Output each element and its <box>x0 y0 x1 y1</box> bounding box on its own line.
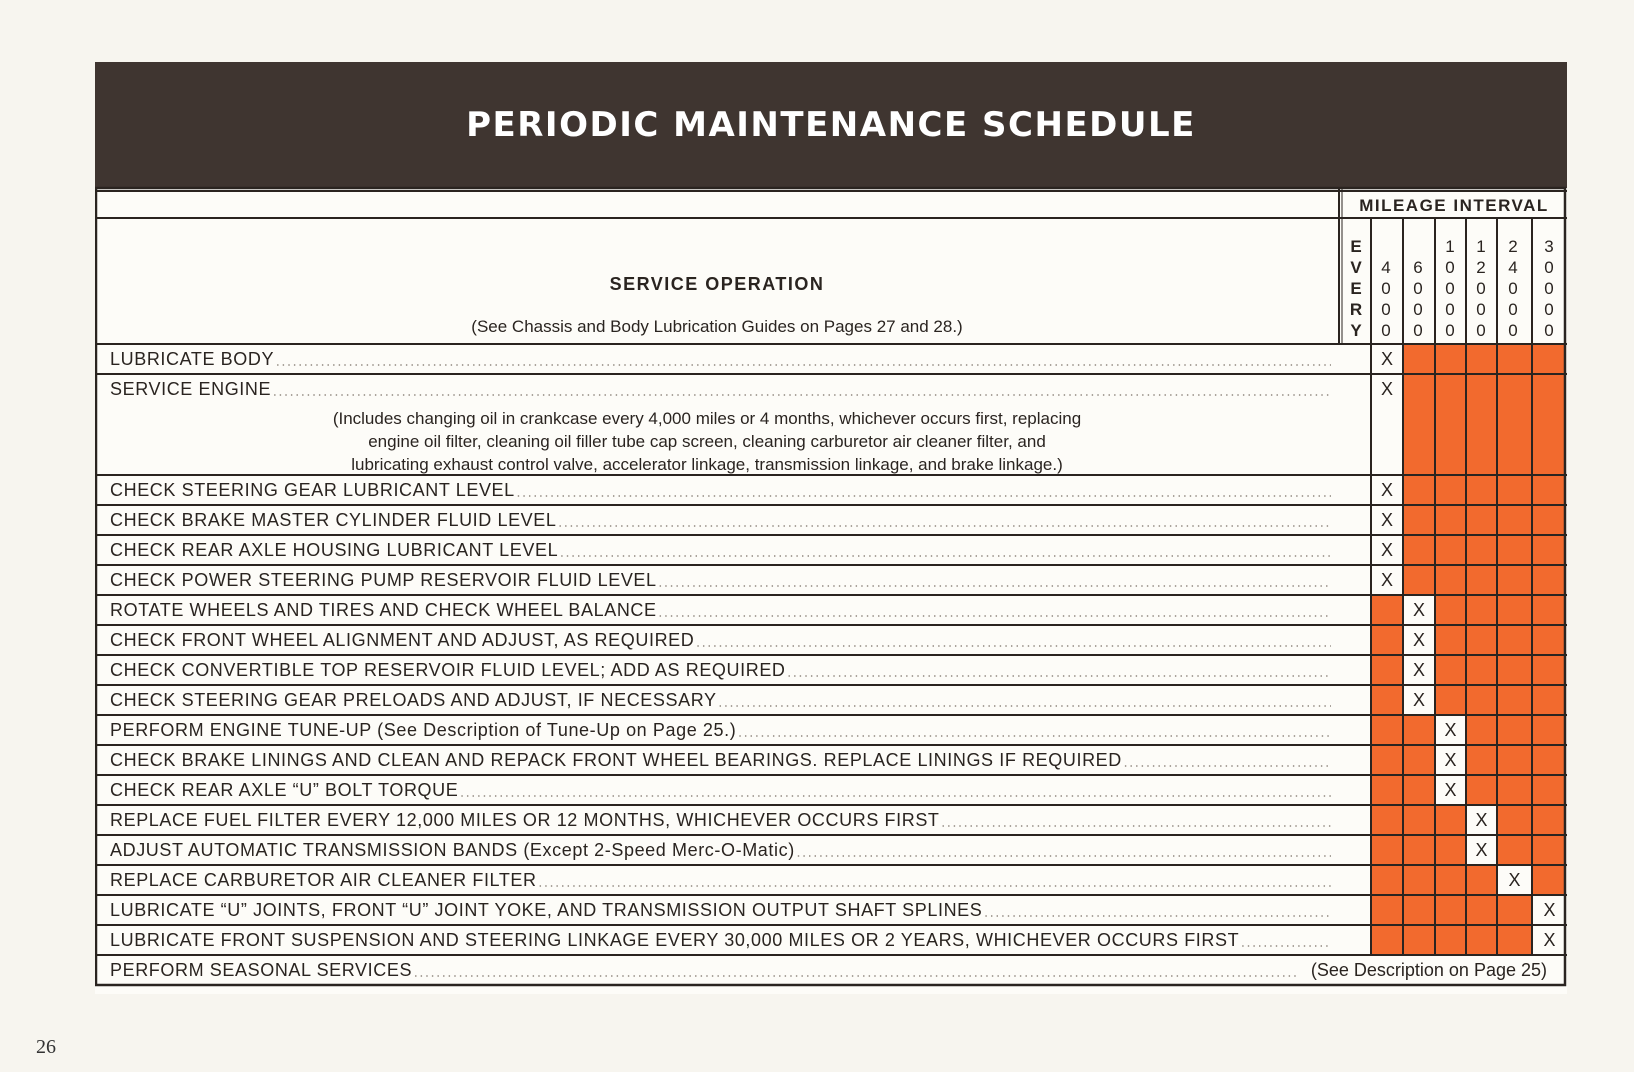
interval-header-char: 0 <box>1445 300 1455 319</box>
interval-header-char: 0 <box>1544 258 1554 277</box>
interval-mark: X <box>1380 570 1394 590</box>
interval-mark: X <box>1412 630 1426 650</box>
interval-header-char: 0 <box>1476 321 1486 340</box>
interval-header-char: 0 <box>1544 300 1554 319</box>
interval-mark: X <box>1444 780 1457 800</box>
interval-mark: X <box>1444 720 1457 740</box>
interval-header-char: 0 <box>1508 321 1518 340</box>
interval-header-char: 4 <box>1508 258 1518 277</box>
seasonal-note: (See Description on Page 25) <box>1310 960 1547 980</box>
interval-header-char: 0 <box>1413 321 1423 340</box>
row-note: engine oil filter, cleaning oil filler tube cap screen, cleaning carburetor air cleaner filter, and <box>368 432 1046 451</box>
row-label: CHECK STEERING GEAR PRELOADS AND ADJUST, IF NECESSARY <box>110 690 717 710</box>
interval-header-char: 2 <box>1476 258 1486 277</box>
interval-mark: X <box>1543 900 1556 920</box>
interval-mark: X <box>1412 690 1426 710</box>
interval-header-char: Y <box>1350 321 1362 340</box>
schedule-table <box>95 62 1567 994</box>
interval-header-char: 0 <box>1413 279 1423 298</box>
interval-header-char: 3 <box>1544 237 1554 256</box>
row-label: LUBRICATE FRONT SUSPENSION AND STEERING LINKAGE EVERY 30,000 MILES OR 2 YEARS, WHICHEVER OCCURS FIRST <box>110 930 1240 950</box>
interval-header-char: 0 <box>1544 279 1554 298</box>
interval-mark: X <box>1380 349 1394 369</box>
mileage-interval-title: MILEAGE INTERVAL <box>1359 196 1549 215</box>
interval-header-char: 0 <box>1476 279 1486 298</box>
row-label: CHECK REAR AXLE “U” BOLT TORQUE <box>110 780 459 800</box>
interval-header-char: E <box>1350 237 1362 256</box>
service-operation-note: (See Chassis and Body Lubrication Guides on Pages 27 and 28.) <box>471 317 963 336</box>
seasonal-label: PERFORM SEASONAL SERVICES <box>110 960 413 980</box>
row-label: CHECK BRAKE LININGS AND CLEAN AND REPACK FRONT WHEEL BEARINGS. REPLACE LININGS IF REQUIRED <box>110 750 1122 770</box>
row-label: SERVICE ENGINE <box>110 379 272 399</box>
row-label: LUBRICATE “U” JOINTS, FRONT “U” JOINT YOKE, AND TRANSMISSION OUTPUT SHAFT SPLINES <box>110 900 983 920</box>
row-label: CHECK POWER STEERING PUMP RESERVOIR FLUID LEVEL <box>110 570 657 590</box>
interval-mark: X <box>1380 480 1394 500</box>
interval-mark: X <box>1444 750 1457 770</box>
interval-mark: X <box>1380 510 1394 530</box>
interval-header-char: E <box>1350 279 1362 298</box>
page-number: 26 <box>36 1036 56 1058</box>
interval-mark: X <box>1412 660 1426 680</box>
maintenance-schedule-sheet <box>95 62 1567 994</box>
row-label: CHECK BRAKE MASTER CYLINDER FLUID LEVEL <box>110 510 557 530</box>
interval-header-char: 0 <box>1476 300 1486 319</box>
row-label: CHECK FRONT WHEEL ALIGNMENT AND ADJUST, AS REQUIRED <box>110 630 695 650</box>
row-label: CHECK CONVERTIBLE TOP RESERVOIR FLUID LEVEL; ADD AS REQUIRED <box>110 660 786 680</box>
interval-header-char: 0 <box>1381 300 1391 319</box>
interval-mark: X <box>1475 810 1488 830</box>
schedule-title: PERIODIC MAINTENANCE SCHEDULE <box>95 62 1567 188</box>
interval-mark: X <box>1475 840 1488 860</box>
interval-header-char: 1 <box>1445 237 1455 256</box>
interval-mark: X <box>1412 600 1426 620</box>
interval-mark: X <box>1380 540 1394 560</box>
interval-header-char: R <box>1349 300 1363 319</box>
interval-header-char: 4 <box>1381 258 1391 277</box>
service-operation-title: SERVICE OPERATION <box>609 274 825 294</box>
interval-header-char: 0 <box>1508 300 1518 319</box>
interval-mark: X <box>1380 379 1394 399</box>
row-label: PERFORM ENGINE TUNE-UP (See Description of Tune-Up on Page 25.) <box>110 720 737 740</box>
row-note: (Includes changing oil in crankcase every 4,000 miles or 4 months, whichever occurs first, replacing <box>332 409 1082 428</box>
row-label: REPLACE FUEL FILTER EVERY 12,000 MILES OR 12 MONTHS, WHICHEVER OCCURS FIRST <box>110 810 940 830</box>
row-note: lubricating exhaust control valve, accelerator linkage, transmission linkage, and brake linkage.) <box>351 455 1063 474</box>
interval-header-char: V <box>1350 258 1362 277</box>
interval-header-char: 0 <box>1445 258 1455 277</box>
interval-header-char: 0 <box>1381 321 1391 340</box>
interval-header-char: 0 <box>1413 300 1423 319</box>
interval-header-char: 0 <box>1445 279 1455 298</box>
interval-header-char: 2 <box>1508 237 1518 256</box>
row-label: CHECK REAR AXLE HOUSING LUBRICANT LEVEL <box>110 540 559 560</box>
row-label: LUBRICATE BODY <box>110 349 275 369</box>
interval-header-char: 1 <box>1476 237 1486 256</box>
interval-header-char: 6 <box>1413 258 1423 277</box>
row-label: ADJUST AUTOMATIC TRANSMISSION BANDS (Except 2-Speed Merc-O-Matic) <box>110 840 795 860</box>
interval-mark: X <box>1508 870 1521 890</box>
interval-mark: X <box>1543 930 1556 950</box>
row-label: CHECK STEERING GEAR LUBRICANT LEVEL <box>110 480 515 500</box>
interval-header-char: 0 <box>1544 321 1554 340</box>
interval-header-char: 0 <box>1508 279 1518 298</box>
row-label: ROTATE WHEELS AND TIRES AND CHECK WHEEL BALANCE <box>110 600 657 620</box>
row-label: REPLACE CARBURETOR AIR CLEANER FILTER <box>110 870 537 890</box>
interval-header-char: 0 <box>1381 279 1391 298</box>
interval-header-char: 0 <box>1445 321 1455 340</box>
